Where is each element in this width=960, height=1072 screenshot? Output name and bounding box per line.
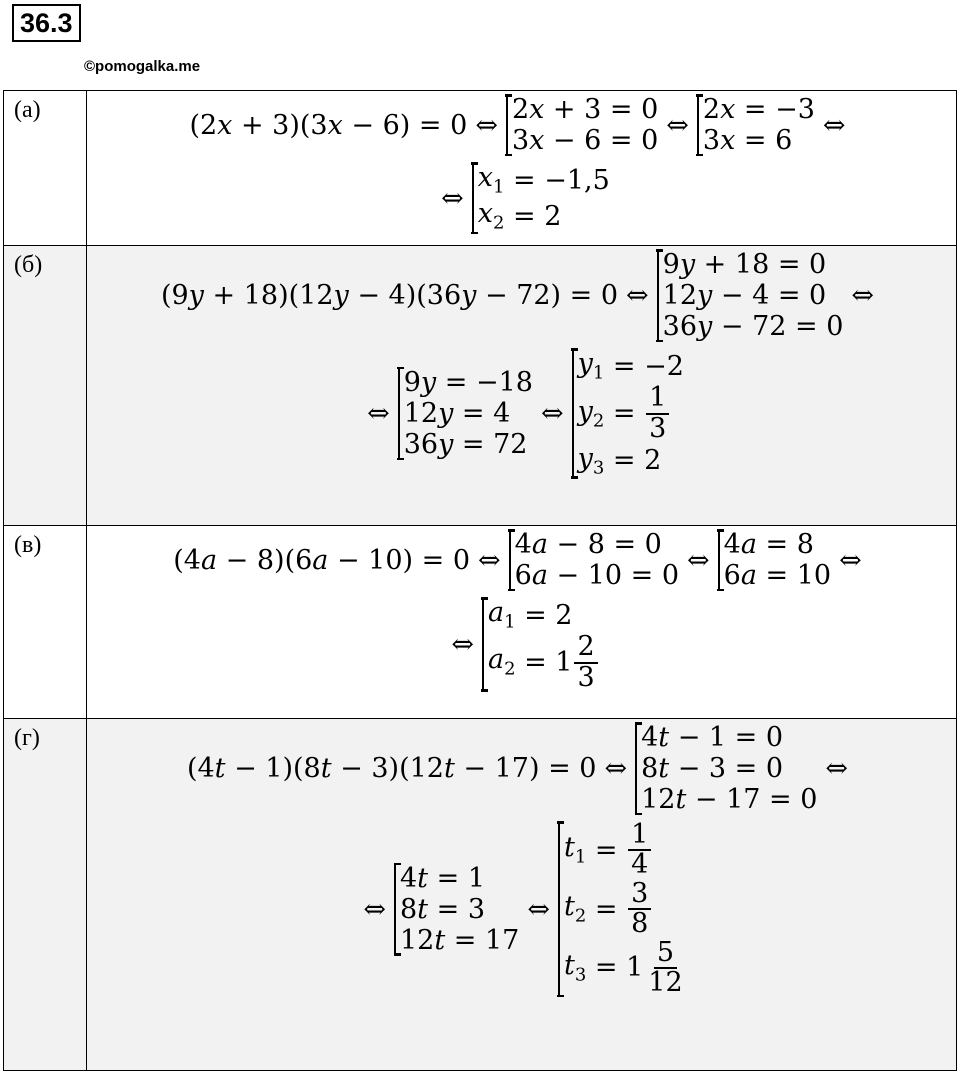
solution-cell — [87, 526, 956, 692]
watermark: ©pomogalka.me — [84, 58, 201, 75]
set-equation: 2𝑥 = −3 — [702, 94, 815, 125]
set-equation: 12𝑡 = 17 — [400, 924, 520, 956]
set-equation: 36𝑦 = 72 — [403, 429, 528, 461]
fraction — [628, 821, 651, 880]
equation-line — [161, 249, 882, 342]
equivalence-arrow: ⇔ — [451, 628, 474, 660]
subscript: 2 — [592, 409, 605, 431]
set-equation: 4𝑡 − 1 = 0 — [641, 722, 784, 753]
subscript: 1 — [493, 176, 505, 198]
bracket-bottom — [557, 995, 564, 998]
bracket-top — [571, 348, 578, 351]
row-solution — [87, 526, 957, 719]
numerator: 2 — [574, 633, 597, 663]
set-equation: 𝑦$_1$ = −2 — [577, 348, 684, 384]
subscript: 2 — [574, 905, 587, 927]
variable: 𝑦$_2$ — [577, 395, 605, 431]
set-equation: 8𝑡 − 3 = 0 — [641, 753, 784, 785]
bracket-bottom — [394, 953, 401, 956]
set-equation: 𝑎$_1$ = 2 — [487, 597, 573, 633]
denominator: 8 — [631, 908, 649, 940]
solution-cell — [87, 91, 956, 234]
variable: 𝑎$_2$ — [487, 644, 516, 680]
variable: 𝑎$_1$ — [487, 597, 516, 633]
equation-line — [355, 821, 687, 997]
equation-set — [472, 162, 610, 234]
numerator: 5 — [654, 939, 677, 969]
row-label: (в) — [4, 526, 87, 719]
equivalence-arrow: ⇔ — [822, 109, 846, 141]
equation-set — [394, 863, 519, 956]
subscript: 2 — [493, 212, 505, 234]
set-equation: 9𝑦 + 18 = 0 — [662, 249, 827, 280]
solution-row — [4, 526, 957, 719]
equation-set — [506, 94, 658, 156]
set-equation: 𝑡$_1$ = $\frac{1}{4}$ — [564, 821, 688, 880]
equation: (4𝑎 − 8)(6𝑎 − 10) = 0 — [173, 544, 471, 576]
set-equation: 𝑦$_2$ = $\frac{1}{3}$ — [578, 384, 684, 443]
bracket-bottom — [571, 476, 578, 479]
set-equation: 𝑥$_2$ = 2 — [477, 198, 562, 234]
equation: (9𝑦 + 18)(12𝑦 − 4)(36𝑦 − 72) = 0 — [160, 280, 619, 312]
row-solution — [87, 246, 957, 526]
row-solution — [87, 91, 957, 246]
bracket-top — [557, 821, 564, 824]
variable: 𝑥$_2$ — [477, 198, 505, 234]
equation-set — [697, 94, 815, 156]
set-equation: 6𝑎 = 10 — [723, 560, 832, 592]
row-label: (б) — [4, 246, 87, 526]
solution-row — [4, 246, 957, 526]
bracket-top — [696, 94, 703, 97]
set-equation: 𝑥$_1$ = −1,5 — [477, 162, 610, 198]
bracket-top — [635, 722, 642, 725]
equivalence-arrow: ⇔ — [367, 398, 390, 430]
set-equation: 3𝑥 − 6 = 0 — [511, 125, 659, 157]
variable: 𝑡$_1$ — [563, 832, 587, 868]
equation-set — [572, 348, 684, 479]
equation-set — [482, 597, 600, 692]
subscript: 3 — [592, 457, 605, 479]
equation-set — [635, 722, 817, 815]
variable: 𝑦$_3$ — [577, 442, 605, 479]
problem-number: 36.3 — [12, 4, 81, 42]
bracket-bottom — [635, 813, 642, 816]
set-equation: 4𝑎 − 8 = 0 — [514, 529, 662, 560]
solution-cell — [87, 719, 956, 997]
equation-line — [433, 162, 610, 234]
subscript: 1 — [504, 611, 516, 633]
equivalence-arrow: ⇔ — [825, 753, 849, 785]
bracket-top — [656, 249, 663, 252]
equation-set — [718, 529, 831, 591]
equivalence-arrow: ⇔ — [604, 753, 628, 785]
equivalence-arrow: ⇔ — [626, 280, 649, 312]
denominator: 12 — [648, 966, 683, 998]
bracket-top — [471, 162, 478, 165]
set-equation: 36𝑦 − 72 = 0 — [662, 311, 844, 343]
set-equation: 6𝑎 − 10 = 0 — [514, 560, 680, 592]
equivalence-arrow: ⇔ — [687, 544, 710, 576]
set-equation: 4𝑎 = 8 — [723, 529, 814, 560]
equivalence-arrow: ⇔ — [475, 109, 498, 141]
variable: 𝑥$_1$ — [477, 162, 505, 198]
set-equation: 9𝑦 = −18 — [403, 366, 533, 398]
bracket-top — [397, 367, 404, 370]
set-equation: 12𝑦 = 4 — [403, 398, 511, 430]
equation-set — [657, 249, 844, 342]
equivalence-arrow: ⇔ — [851, 280, 875, 312]
denominator: 3 — [577, 661, 595, 693]
equation-line — [359, 348, 684, 479]
row-label: (г) — [4, 719, 87, 1071]
equivalence-arrow: ⇔ — [540, 398, 564, 430]
numerator: 3 — [628, 880, 651, 910]
equation-set — [398, 367, 533, 460]
bracket-bottom — [481, 689, 488, 692]
variable: 𝑡$_3$ — [563, 949, 587, 986]
fraction — [645, 936, 685, 998]
numerator: 1 — [646, 384, 669, 414]
bracket-bottom — [656, 340, 663, 343]
row-solution — [87, 719, 957, 1071]
fraction — [574, 633, 597, 692]
equation: (4𝑡 − 1)(8𝑡 − 3)(12𝑡 − 17) = 0 — [186, 753, 597, 785]
fraction — [646, 384, 669, 443]
subscript: 3 — [574, 964, 587, 986]
equivalence-arrow: ⇔ — [839, 544, 862, 576]
bracket-top — [717, 529, 724, 532]
bracket-top — [394, 863, 401, 866]
equation: (2𝑥 + 3)(3𝑥 − 6) = 0 — [189, 109, 468, 141]
subscript: 1 — [574, 846, 587, 868]
solution-cell — [87, 246, 956, 479]
equivalence-arrow: ⇔ — [363, 893, 386, 925]
solution-row — [4, 719, 957, 1071]
set-equation: 3𝑥 = 6 — [702, 125, 793, 157]
equation-line — [173, 529, 869, 591]
bracket-bottom — [508, 589, 515, 592]
bracket-bottom — [696, 154, 703, 157]
equation-set — [558, 821, 688, 997]
bracket-bottom — [471, 232, 478, 235]
bracket-bottom — [397, 458, 404, 461]
variable: 𝑡$_2$ — [563, 891, 587, 927]
equation-line — [187, 722, 856, 815]
set-equation: 8𝑡 = 3 — [400, 893, 485, 925]
set-equation: 𝑡$_2$ = $\frac{3}{8}$ — [564, 880, 688, 939]
set-equation: 12𝑦 − 4 = 0 — [662, 280, 827, 312]
set-equation: 4𝑡 = 1 — [400, 862, 485, 894]
equation-line — [443, 597, 599, 692]
set-equation: 𝑡$_3$ = 1 $\frac{5}{12}$ — [564, 939, 688, 998]
subscript: 2 — [504, 658, 516, 680]
row-label: (а) — [4, 91, 87, 246]
bracket-bottom — [505, 154, 512, 157]
bracket-top — [481, 597, 488, 600]
set-equation: 𝑦$_3$ = 2 — [577, 442, 662, 479]
subscript: 1 — [592, 362, 605, 384]
set-equation: 12𝑡 − 17 = 0 — [641, 784, 818, 816]
numerator: 1 — [628, 821, 651, 851]
equation-set — [509, 529, 679, 591]
solution-table — [3, 90, 957, 1071]
bracket-bottom — [717, 589, 724, 592]
equivalence-arrow: ⇔ — [527, 893, 550, 925]
denominator: 4 — [631, 849, 649, 881]
set-equation: 𝑎$_2$ = 1 $\frac{2}{3}$ — [488, 633, 600, 692]
denominator: 3 — [649, 412, 667, 444]
variable: 𝑦$_1$ — [577, 348, 605, 384]
set-equation: 2𝑥 + 3 = 0 — [511, 94, 659, 125]
fraction — [628, 877, 651, 940]
equivalence-arrow: ⇔ — [441, 182, 464, 214]
bracket-top — [508, 529, 515, 532]
equation-line — [189, 94, 853, 156]
equivalence-arrow: ⇔ — [666, 109, 689, 141]
bracket-top — [505, 94, 512, 97]
equivalence-arrow: ⇔ — [478, 544, 501, 576]
solution-row — [4, 91, 957, 246]
